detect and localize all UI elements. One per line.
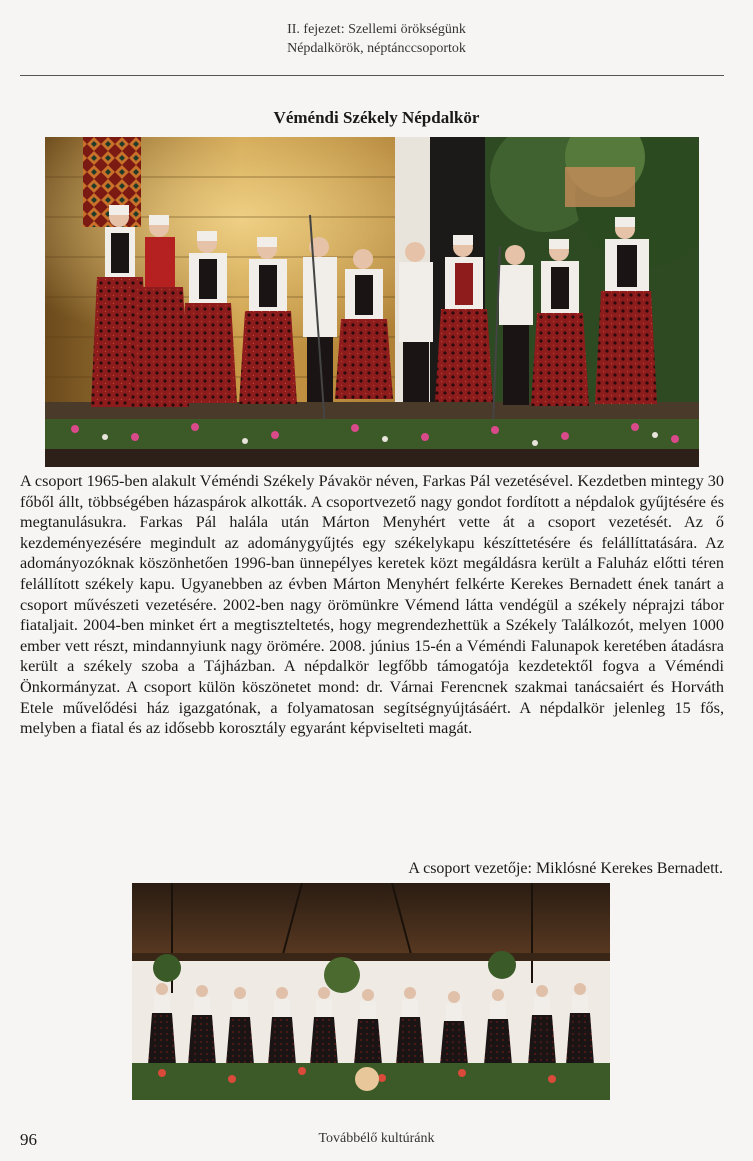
article-title: Véméndi Székely Népdalkör xyxy=(273,108,480,127)
header-divider xyxy=(20,75,724,76)
section-title: Népdalkörök, néptánccsoportok xyxy=(287,41,466,56)
article-body xyxy=(20,471,724,739)
chapter-title: II. fejezet: Szellemi örökségünk xyxy=(287,22,466,37)
page-number: 96 xyxy=(20,1130,37,1149)
choir-photo-top xyxy=(45,137,699,467)
running-footer: Továbbélő kultúránk xyxy=(318,1131,435,1146)
running-header xyxy=(0,20,753,58)
body-paragraph: A csoport 1965-ben alakult Véméndi Székely Pávakör néven, Farkas Pál vezetésével. Kezdetben mintegy 30 főből állt, többségében házaspárok alkották. A csoportvezető nagy gondot fordított a népdalok gyűjtésére és megtanulásukra. Farkas Pál halála után Márton Menyhért vette át a csoport vezetését. Az ő kezdeményezésére megindult az adománygyűjtés egy székelykapu készíttetésére és felállíttatására. Az adományozóknak köszönhetően 1996-ban ünnepélyes keretek közt megáldásra került a Faluház előtti téren felállított székely kapu. Ugyanebben az évben Márton Menyhért felkérte Kerekes Bernadett ének tanárt a csoport művészeti vezetésére. 2002-ben nagy örömünkre Vémend látta vendégül a székely néprajzi tábor fiataljait. 2004-ben minket ért a megtiszteltetés, hogy megrendezhettük a Székely Találkozót, melyen 1000 ember vett részt, mindannyiunk nagy örömére. 2008. június 15-én a Véméndi Falunapok keretében átadásra került a székely szoba a Tájházban. A népdalkör legfőbb támogatója kezdetektől fogva a Véméndi Önkormányzat. A csoport külön köszönetet mond: dr. Várnai Ferencnek szakmai tanácsaiért és Horváth Etele művelődési ház igazgatónak, a folyamatosan segítségnyújtásáért. A népdalkör jelenleg 15 fős, melyben a fiatal és az idősebb korosztály egyaránt képviselteti magát. xyxy=(20,472,724,738)
choir-photo-bottom xyxy=(132,883,610,1100)
group-leader: A csoport vezetője: Miklósné Kerekes Bernadett. xyxy=(408,860,723,877)
